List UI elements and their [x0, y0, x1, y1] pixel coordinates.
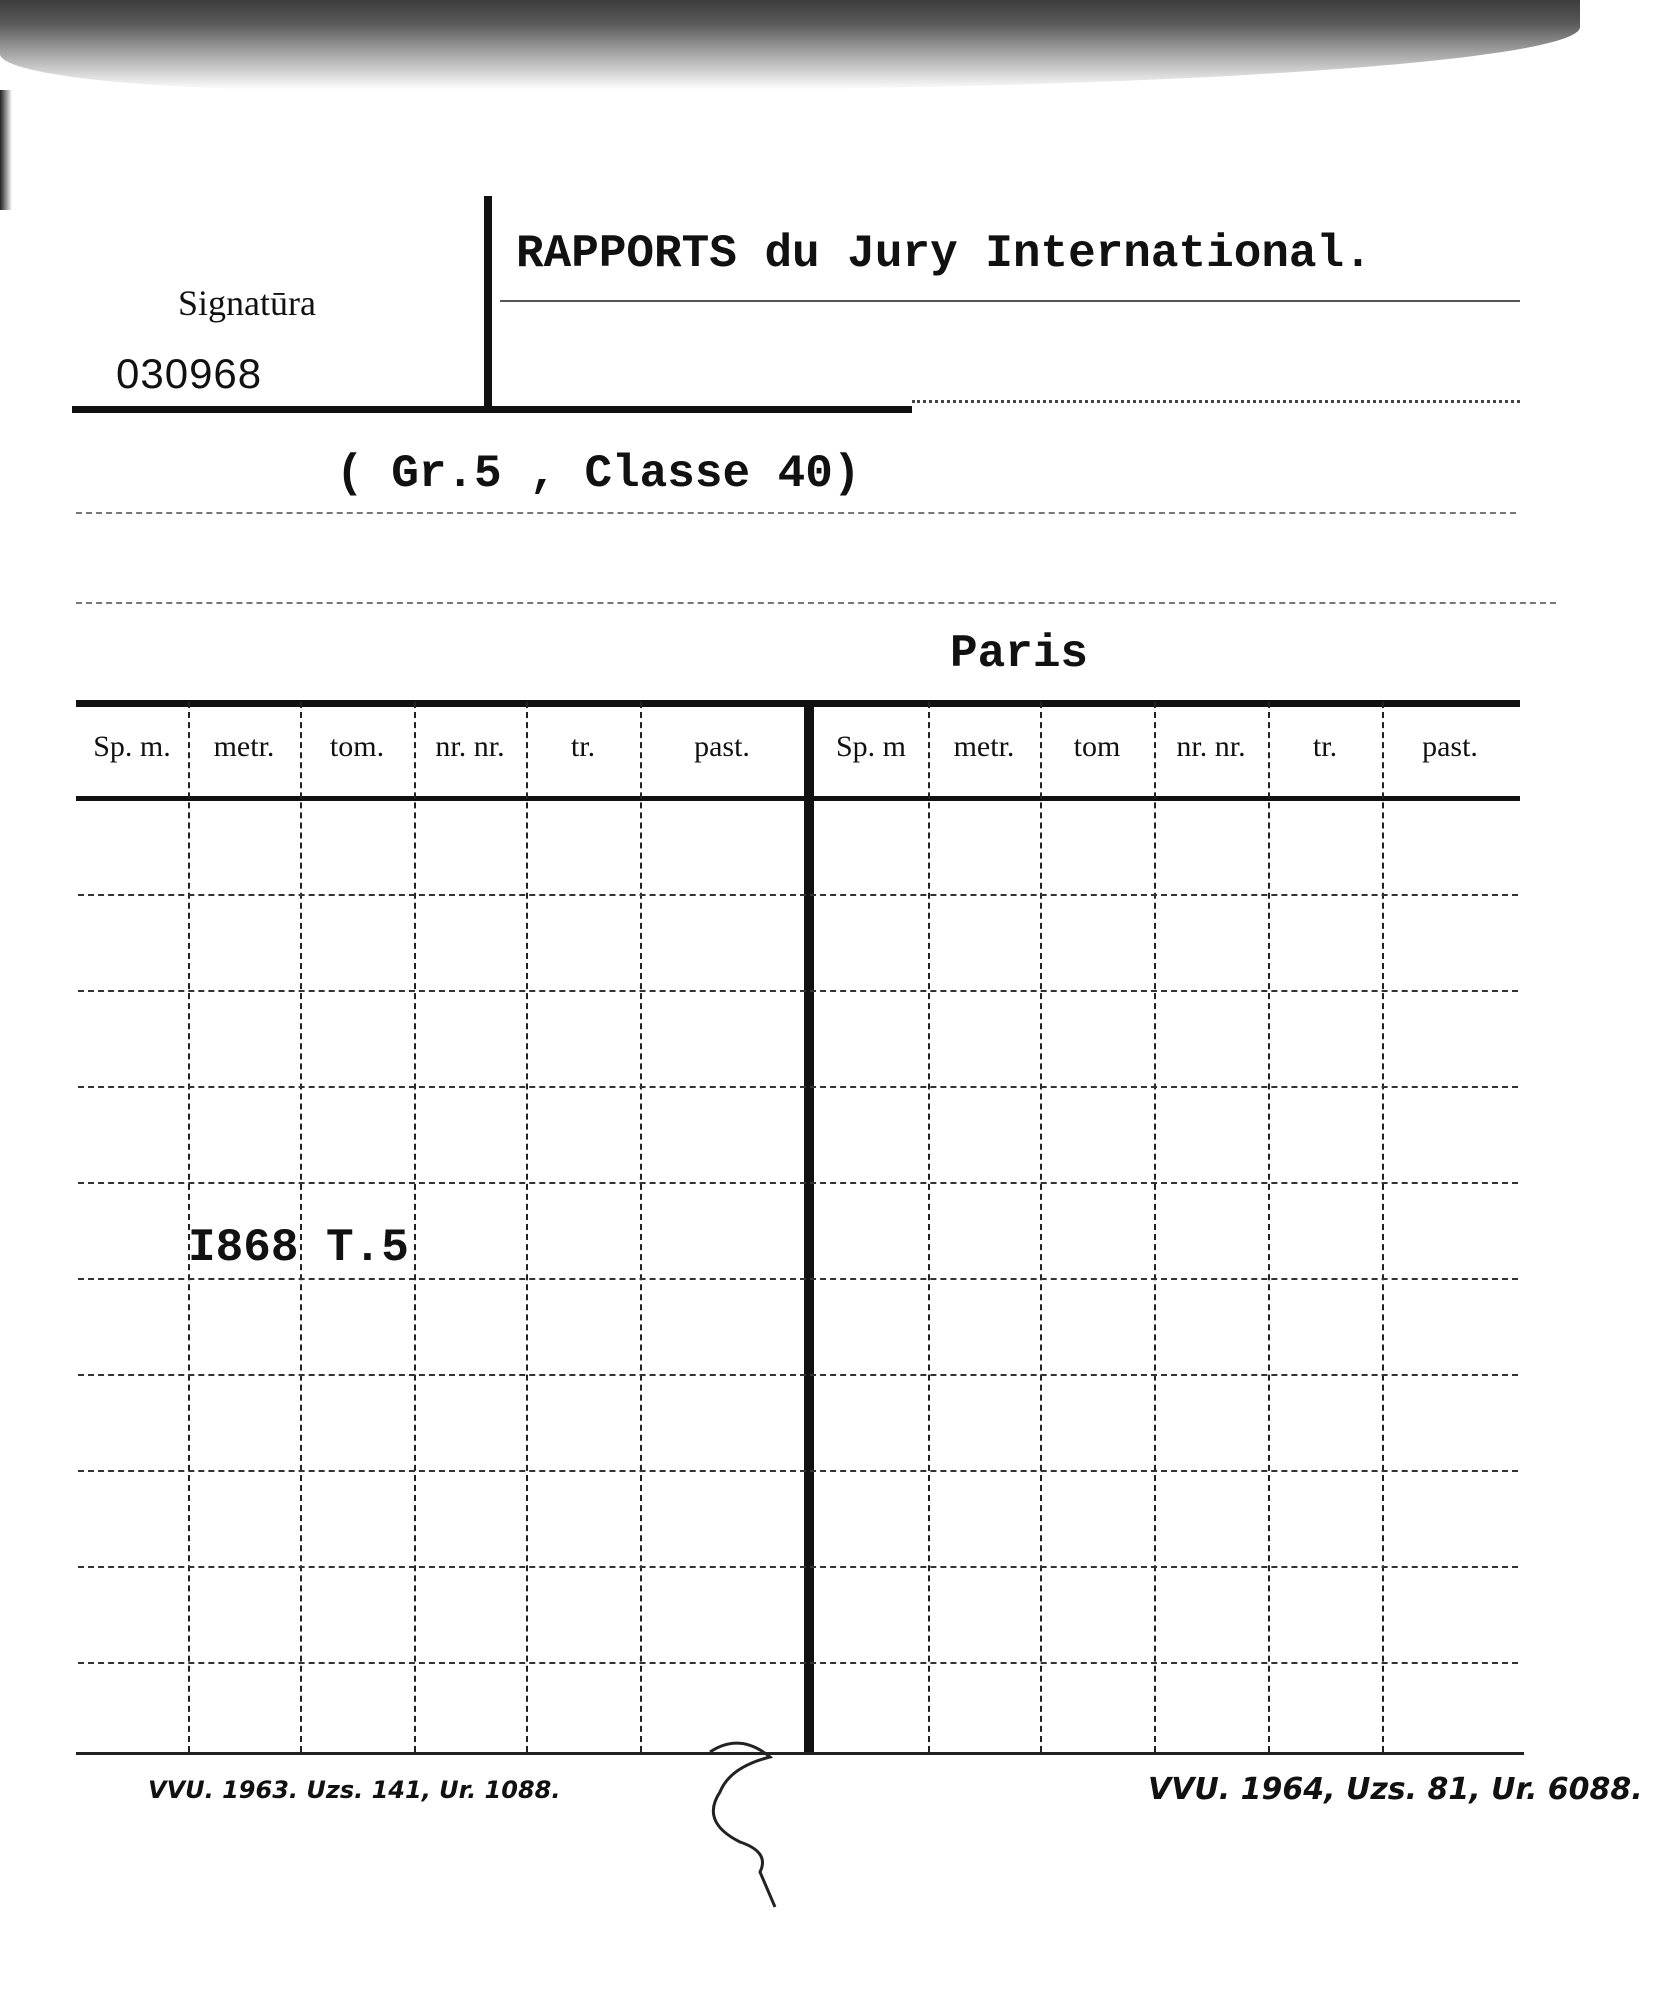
header-past-right: past. — [1422, 730, 1478, 763]
column-line — [1268, 702, 1270, 1752]
place-name: Paris — [950, 628, 1089, 680]
header-tr-left: tr. — [570, 730, 596, 763]
header-tr-right: tr. — [1312, 730, 1338, 763]
column-line — [640, 702, 642, 1752]
header-rule — [72, 406, 912, 413]
table-middle-divider — [804, 702, 814, 1752]
column-line — [1040, 702, 1042, 1752]
card-title: RAPPORTS du Jury International. — [516, 228, 1372, 280]
column-line — [414, 702, 416, 1752]
table-top-rule — [76, 700, 1520, 707]
table-bottom-rule — [76, 1752, 1524, 1755]
header-rule-dotted — [912, 400, 1520, 406]
torn-paper-edge — [0, 0, 1580, 90]
header-sp-m-left: Sp. m. — [93, 730, 171, 763]
column-line — [1154, 702, 1156, 1752]
note-left: VVU. 1963. Uzs. 141, Ur. 1088. — [148, 1776, 561, 1804]
column-line — [928, 702, 930, 1752]
table-row-line — [78, 990, 1518, 992]
blank-line — [76, 602, 1556, 604]
header-tom-right: tom — [1073, 730, 1121, 763]
table-row-line — [78, 894, 1518, 896]
header-vertical-rule — [484, 196, 492, 408]
header-past-left: past. — [694, 730, 750, 763]
header-nr-nr-right: nr. nr. — [1176, 730, 1246, 763]
table-row-line — [78, 1182, 1518, 1184]
table-row-line — [78, 1374, 1518, 1376]
column-line — [526, 702, 528, 1752]
table-row-line — [78, 1662, 1518, 1664]
signature-label: Signatūra — [178, 283, 316, 323]
table-entry: I868 T.5 — [188, 1222, 409, 1274]
table-row-line — [78, 1566, 1518, 1568]
header-nr-nr-left: nr. nr. — [435, 730, 505, 763]
signature-number: 030968 — [116, 350, 263, 397]
table-header-rule — [76, 796, 1520, 801]
table-row-line — [78, 1086, 1518, 1088]
table-row-line — [78, 1470, 1518, 1472]
column-line — [1382, 702, 1384, 1752]
header-metr-right: metr. — [953, 730, 1015, 763]
header-sp-m-right: Sp. m — [835, 730, 907, 763]
blank-line — [76, 512, 1516, 514]
paper-shadow-left — [0, 90, 12, 210]
note-right: VVU. 1964, Uzs. 81, Ur. 6088. — [1148, 1772, 1643, 1807]
header-metr-left: metr. — [213, 730, 275, 763]
title-underline — [500, 300, 1520, 302]
pen-scribble — [680, 1732, 800, 1912]
group-class: ( Gr.5 , Classe 40) — [336, 448, 861, 500]
header-tom-left: tom. — [329, 730, 385, 763]
table-row-line — [78, 1278, 1518, 1280]
